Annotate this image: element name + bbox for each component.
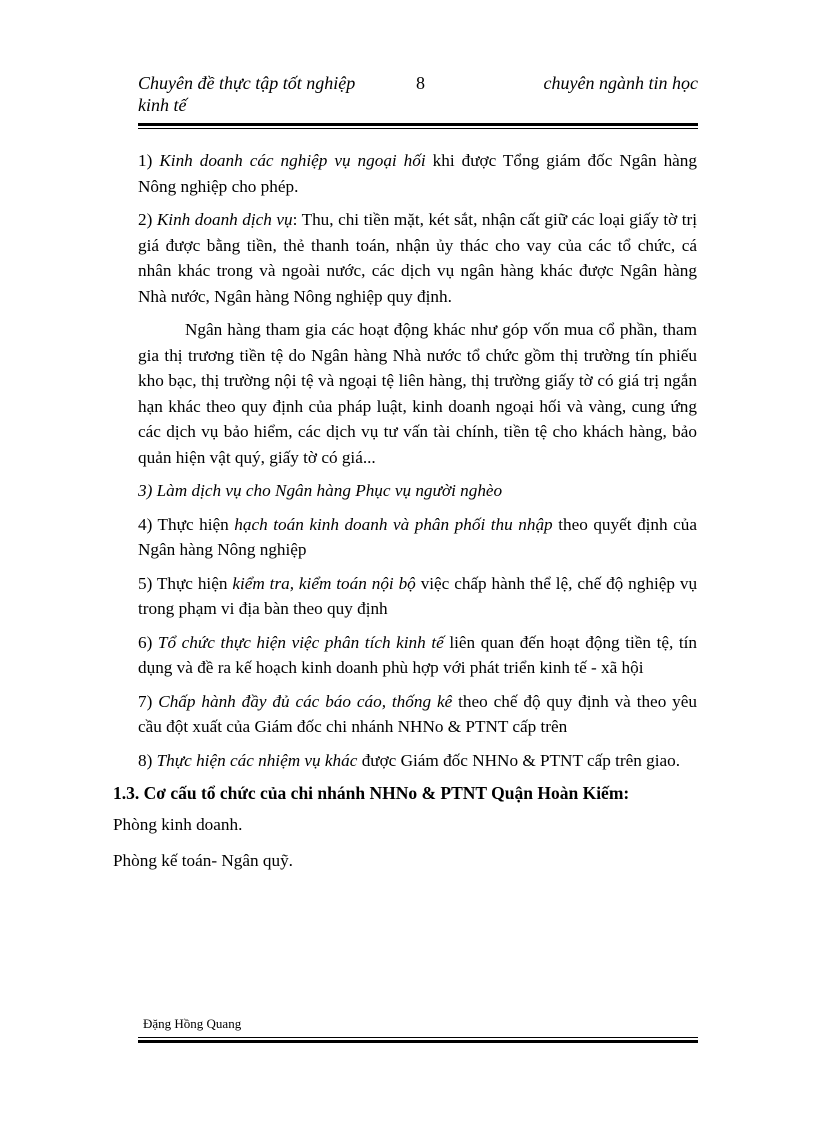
footer-rule xyxy=(138,1040,698,1043)
header-document-title: Chuyên đề thực tập tốt nghiệp kinh tế xyxy=(138,73,356,115)
header-major: chuyên ngành tin học xyxy=(543,73,698,93)
paragraph-6: 5) Thực hiện kiểm tra, kiểm toán nội bộ việc chấp hành thể lệ, chế độ nghiệp vụ trong phạm vi địa bàn theo quy định xyxy=(138,573,698,618)
footer-rule-thin xyxy=(138,1037,698,1038)
footer-author: Đặng Hồng Quang xyxy=(143,1016,242,1031)
section-heading: 1.3. Cơ cấu tổ chức của chi nhánh NHNo & PTNT Quận Hoàn Kiếm: xyxy=(113,783,630,803)
paragraph-4: 3) Làm dịch vụ cho Ngân hàng Phục vụ người nghèo xyxy=(138,481,503,500)
paragraph-7: 6) Tổ chức thực hiện việc phân tích kinh tế liên quan đến hoạt động tiền tệ, tín dụng và đề ra kế hoạch kinh doanh phù hợp với phát triển kinh tế - xã hội xyxy=(138,632,698,677)
header-rule xyxy=(138,123,698,126)
paragraph-5: 4) Thực hiện hạch toán kinh doanh và phân phối thu nhập theo quyết định của Ngân hàng Nông nghiệp xyxy=(138,514,698,559)
paragraph-1: 1) Kinh doanh các nghiệp vụ ngoại hối khi được Tổng giám đốc Ngân hàng Nông nghiệp cho phép. xyxy=(138,151,697,196)
department-item: Phòng kế toán- Ngân quỹ. xyxy=(113,851,293,870)
department-item: Phòng kinh doanh. xyxy=(113,815,243,834)
paragraph-2: 2) Kinh doanh dịch vụ: Thu, chi tiền mặt, két sắt, nhận cất giữ các loại giấy tờ trị giá được bằng tiền, thẻ thanh toán, nhận ủy thác cho vay của các tổ chức, cá nhân khác trong và ngoài nước, các dịch vụ ngân hàng khác được Ngân hàng Nhà nước, Ngân hàng Nông nghiệp quy định. xyxy=(138,210,697,306)
paragraph-8: 7) Chấp hành đầy đủ các báo cáo, thống kê theo chế độ quy định và theo yêu cầu đột xuất của Giám đốc chi nhánh NHNo & PTNT cấp trên xyxy=(138,691,697,736)
page-number: 8 xyxy=(416,73,425,93)
page-header xyxy=(138,72,698,118)
paragraph-3: Ngân hàng tham gia các hoạt động khác như góp vốn mua cổ phần, tham gia thị trương tiền tệ do Ngân hàng Nhà nước tổ chức gồm thị trường tín phiếu kho bạc, thị trường nội tệ và ngoại tệ liên hàng, thị trường giấy tờ có giá trị ngắn hạn khác theo quy định của pháp luật, kinh doanh ngoại hối và vàng, cung ứng các dịch vụ bảo hiểm, các dịch vụ tư vấn tài chính, tiền tệ cho khách hàng, bảo quản hiện vật quý, giấy tờ có giá... xyxy=(138,320,697,467)
page-body xyxy=(0,148,816,885)
paragraph-9: 8) Thực hiện các nhiệm vụ khác được Giám đốc NHNo & PTNT cấp trên giao. xyxy=(138,750,681,770)
header-rule-thin xyxy=(138,128,698,129)
